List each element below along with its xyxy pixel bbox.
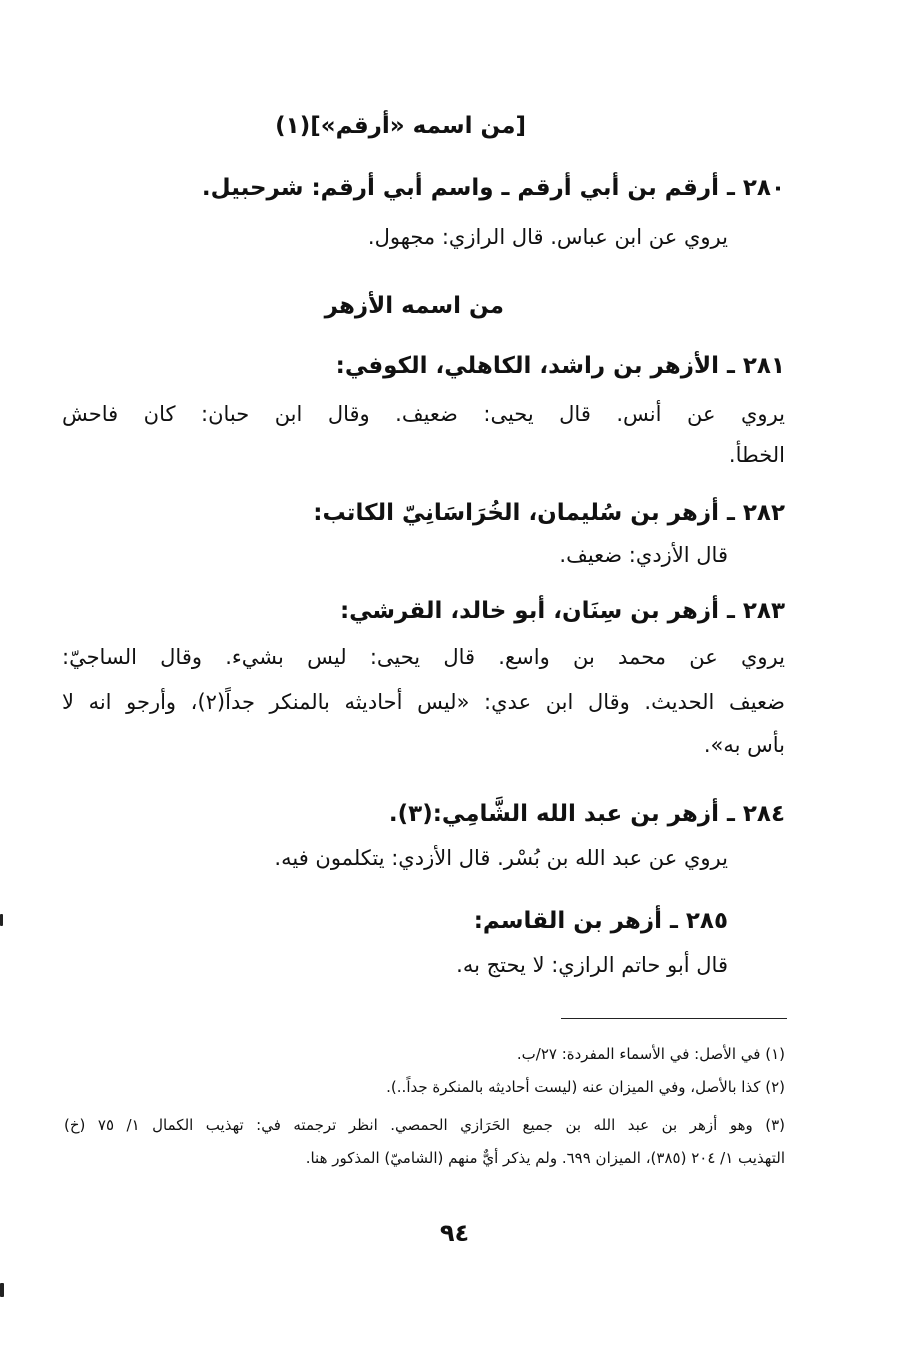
entry-281-heading: ٢٨١ ـ الأزهر بن راشد، الكاهلي، الكوفي: [335,353,785,379]
section-heading-azhar: من اسمه الأزهر [324,293,504,319]
entry-280-heading: ٢٨٠ ـ أرقم بن أبي أرقم ـ واسم أبي أرقم: شرحبيل. [201,175,785,201]
entry-282-text: قال الأزدي: ضعيف. [559,543,728,567]
footnote-1: (١) في الأصل: في الأسماء المفردة: ٢٧/ب. [516,1045,785,1063]
entry-283-text-line-3: بأس به». [703,733,785,757]
scan-edge-mark [0,914,3,926]
entry-284-heading: ٢٨٤ ـ أزهر بن عبد الله الشَّامِي:(٣). [388,801,785,827]
entry-283-heading: ٢٨٣ ـ أزهر بن سِنَان، أبو خالد، القرشي: [339,598,785,624]
entry-281-text-line-1: يروي عن أنس. قال يحيى: ضعيف. وقال ابن حبان: كان فاحش [62,402,785,426]
entry-280-text: يروي عن ابن عباس. قال الرازي: مجهول. [367,225,728,249]
entry-283-text-line-1: يروي عن محمد بن واسع. قال يحيى: ليس بشيء. وقال الساجيّ: [62,645,785,669]
section-heading-arqam: [من اسمه «أرقم»](١) [275,113,526,139]
entry-284-text: يروي عن عبد الله بن بُسْر. قال الأزدي: يتكلمون فيه. [274,846,728,870]
entry-283-text-line-2: ضعيف الحديث. وقال ابن عدي: «ليس أحاديثه بالمنكر جداً(٢)، وأرجو انه لا [62,690,785,714]
footnote-3-line-1: (٣) وهو أزهر بن عبد الله بن جميع الحَرَازي الحمصي. انظر ترجمته في: تهذيب الكمال ١/ ٧٥ (خ) [64,1116,785,1134]
entry-285-text: قال أبو حاتم الرازي: لا يحتج به. [456,953,728,977]
scan-edge-mark [0,1283,4,1297]
entry-282-heading: ٢٨٢ ـ أزهر بن سُليمان، الخُرَاسَانِيّ الكاتب: [313,500,785,526]
entry-285-heading: ٢٨٥ ـ أزهر بن القاسم: [473,908,728,934]
footnote-2: (٢) كذا بالأصل، وفي الميزان عنه (ليست أحاديثه بالمنكرة جداً..). [386,1078,785,1096]
entry-281-text-line-2: الخطأ. [728,443,785,467]
footnote-separator [561,1018,787,1019]
page-number: ٩٤ [439,1219,470,1247]
footnote-3-line-2: التهذيب ١/ ٢٠٤ (٣٨٥)، الميزان ٦٩٩. ولم يذكر أيٌّ منهم (الشاميّ) المذكور هنا. [305,1149,785,1167]
